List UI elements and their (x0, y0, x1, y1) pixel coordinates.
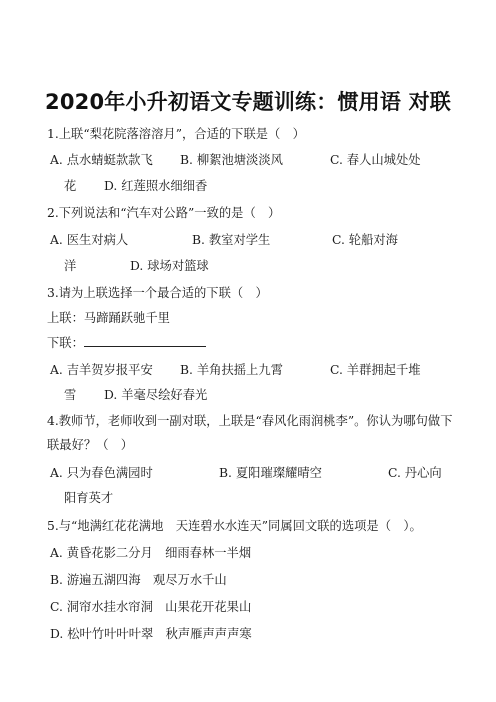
question-2-stem: 2.下列说法和“汽车对公路”一致的是（ ） (47, 206, 281, 220)
question-4-option-c: C. 丹心向 (388, 466, 442, 480)
question-4-option-a: A. 只为春色满园时 (50, 466, 153, 480)
answer-blank (84, 335, 206, 347)
question-1-option-d: D. 红莲照水细细香 (104, 179, 208, 193)
question-5-option-a: A. 黄昏花影二分月 细雨春林一半烟 (50, 546, 252, 560)
question-2-option-c: C. 轮船对海 (332, 233, 398, 247)
question-3-lower-couplet (47, 335, 206, 351)
question-5-option-c: C. 洞帘水挂水帘洞 山果花开花果山 (50, 600, 252, 614)
question-4-stem-line-2: 联最好？（ ） (47, 438, 134, 452)
question-3-option-a: A. 吉羊贺岁报平安 (50, 363, 153, 377)
question-3-option-b: B. 羊角扶摇上九霄 (180, 363, 283, 377)
question-3-option-c: C. 羊群拥起千堆 (330, 363, 421, 377)
question-3-upper-couplet: 上联：马蹄踊跃驰千里 (47, 311, 170, 325)
page-title: 2020年小升初语文专题训练：惯用语 对联 (45, 90, 451, 114)
question-4-option-b: B. 夏阳璀璨耀晴空 (219, 466, 322, 480)
question-3-option-c-continued: 雪 (64, 388, 77, 402)
question-1-stem: 1.上联“梨花院落溶溶月”，合适的下联是（ ） (47, 127, 305, 141)
question-3-option-d: D. 羊毫尽绘好春光 (104, 388, 208, 402)
question-4-option-c-continued: 阳育英才 (64, 491, 114, 505)
question-2-option-d: D. 球场对篮球 (130, 259, 209, 273)
question-1-option-c-continued: 花 (64, 179, 77, 193)
question-4-stem-line-1: 4.教师节，老师收到一副对联，上联是“春风化雨润桃李”。你认为哪句做下 (47, 414, 453, 428)
lower-couplet-label: 下联： (47, 336, 84, 350)
question-5-option-d: D. 松叶竹叶叶叶翠 秋声雁声声声寒 (50, 627, 252, 641)
question-2-option-c-continued: 洋 (64, 259, 77, 273)
question-1-option-c: C. 春人山城处处 (330, 153, 421, 167)
question-5-option-b: B. 游遍五湖四海 观尽万水千山 (50, 573, 227, 587)
question-1-option-a: A. 点水蜻蜓款款飞 (50, 153, 153, 167)
question-5-stem: 5.与“地满红花花满地 天连碧水水连天”同属回文联的选项是（ ）。 (47, 519, 422, 533)
question-2-option-b: B. 教室对学生 (192, 233, 271, 247)
question-3-stem: 3.请为上联选择一个最合适的下联（ ） (47, 286, 268, 300)
question-1-option-b: B. 柳絮池塘淡淡风 (180, 153, 283, 167)
question-2-option-a: A. 医生对病人 (50, 233, 129, 247)
